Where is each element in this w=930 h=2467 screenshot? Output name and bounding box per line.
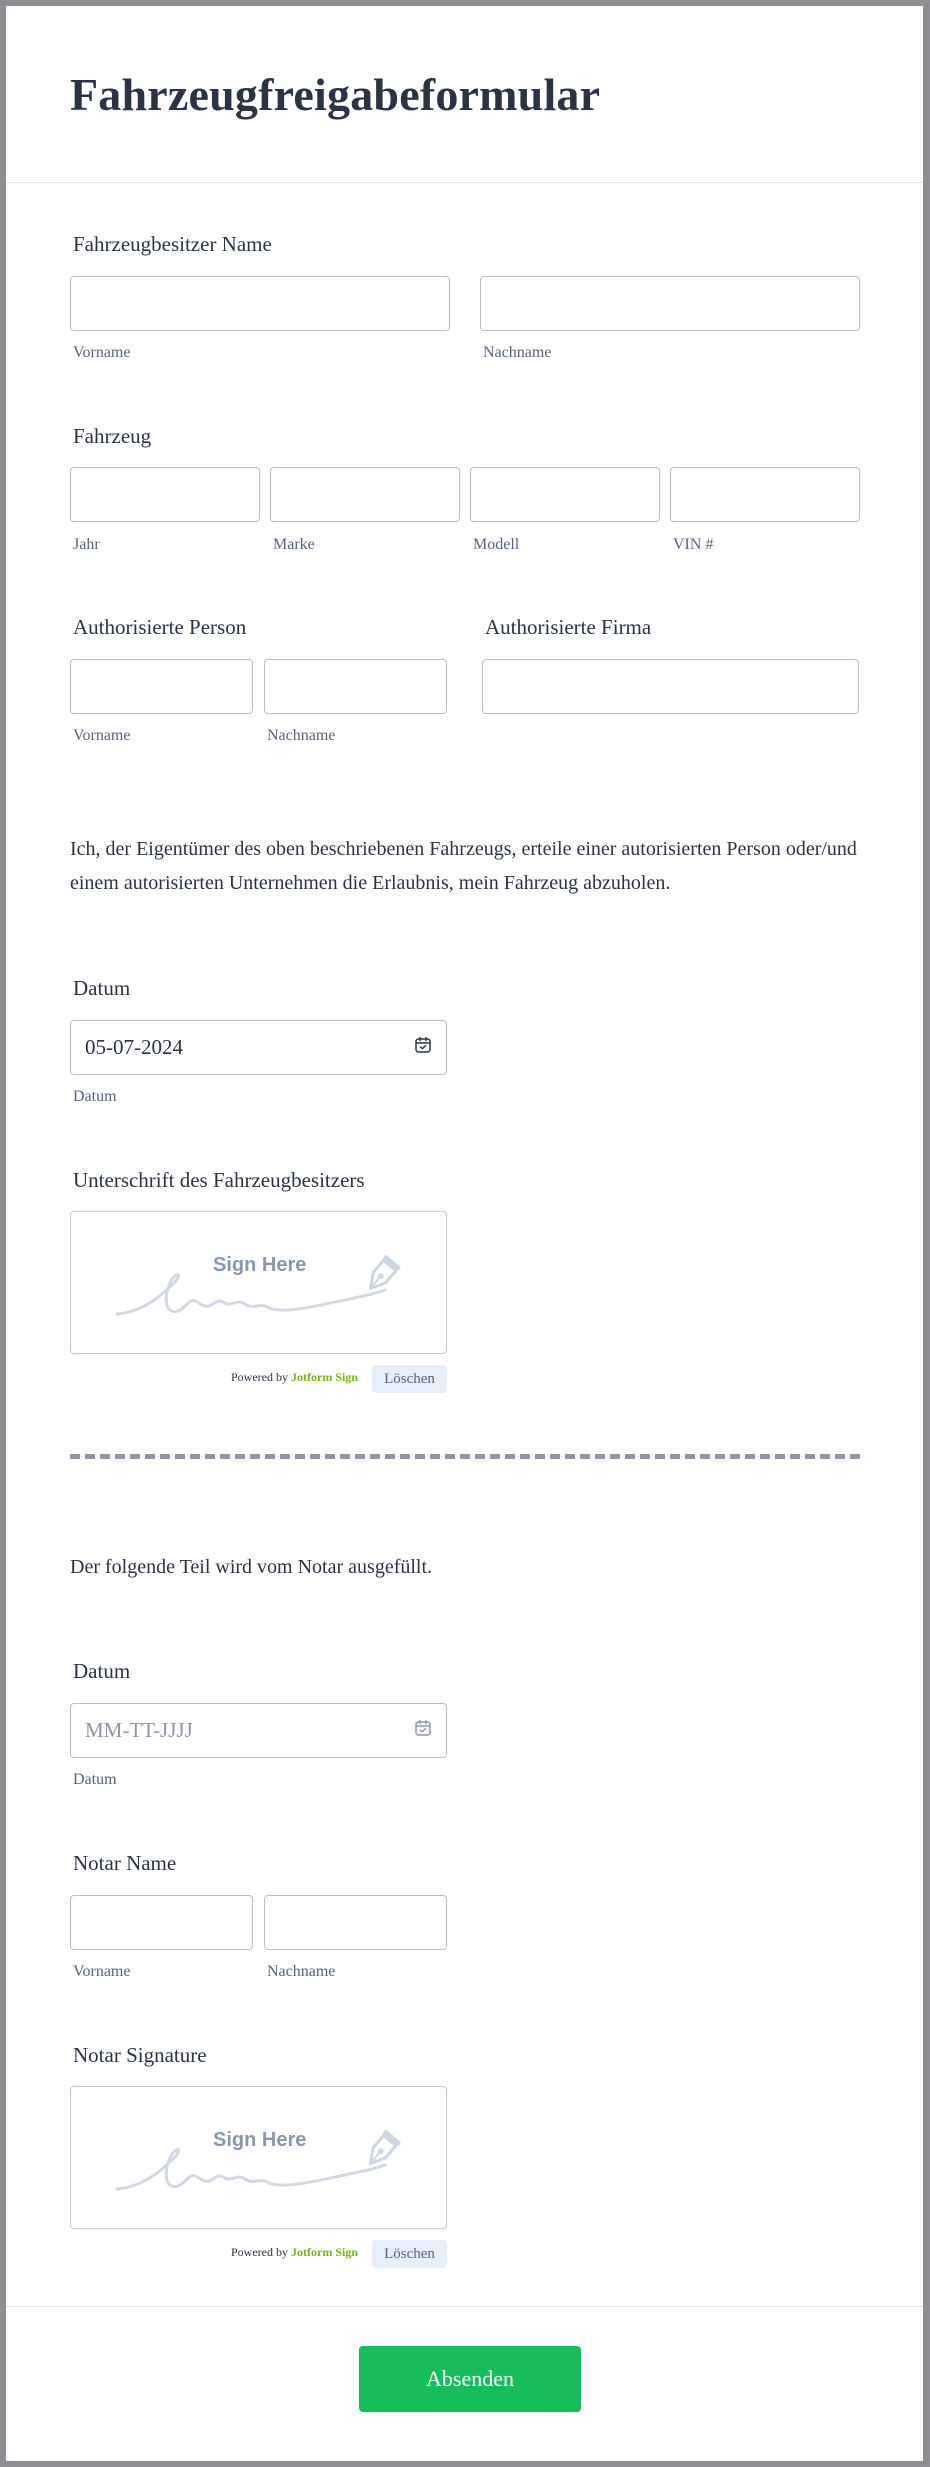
vehicle-year-input[interactable] [70, 467, 260, 522]
date-sublabel: Datum [73, 1088, 117, 1105]
date-input[interactable] [70, 1020, 447, 1075]
date-value: 05-07-2024 [85, 1035, 183, 1059]
sign-here-text: Sign Here [213, 1254, 307, 1276]
owner-first-name-sublabel: Vorname [73, 344, 131, 361]
form-card [6, 6, 923, 2461]
calendar-icon[interactable] [414, 1036, 432, 1059]
notary-last-name-input[interactable] [264, 1895, 447, 1950]
authorized-person-last-input[interactable] [264, 659, 447, 714]
owner-signature-clear-button[interactable]: Löschen [372, 1365, 447, 1393]
authorized-company-input[interactable] [482, 659, 859, 714]
footer-divider [6, 2306, 923, 2307]
owner-last-name-input[interactable] [480, 276, 860, 331]
notary-note: Der folgende Teil wird vom Notar ausgefüllt. [70, 1556, 433, 1578]
powered-by-prefix: Powered by [231, 1370, 288, 1384]
authorized-person-first-input[interactable] [70, 659, 253, 714]
calendar-icon[interactable] [414, 1719, 432, 1742]
owner-signature-pad[interactable] [70, 1211, 447, 1354]
jotform-sign-brand: Jotform Sign [291, 1370, 358, 1384]
owner-first-name-input[interactable] [70, 276, 450, 331]
notary-name-label: Notar Name [73, 1851, 177, 1875]
notary-signature-pad[interactable] [70, 2086, 447, 2229]
powered-by-jotform [231, 1370, 358, 1385]
owner-last-name-sublabel: Nachname [483, 344, 552, 361]
authorized-person-last-sublabel: Nachname [267, 727, 336, 744]
form-title: Fahrzeugfreigabeformular [70, 69, 601, 120]
notary-first-name-sublabel: Vorname [73, 1963, 131, 1980]
powered-by-jotform [231, 2245, 358, 2260]
submit-button[interactable]: Absenden [359, 2346, 581, 2412]
pen-nib-icon [357, 1254, 403, 1300]
vehicle-model-input[interactable] [470, 467, 660, 522]
authorized-person-first-sublabel: Vorname [73, 727, 131, 744]
authorized-company-label: Authorisierte Firma [485, 615, 652, 639]
section-separator [70, 1454, 860, 1459]
powered-by-prefix: Powered by [231, 2245, 288, 2259]
sign-here-text: Sign Here [213, 2129, 307, 2151]
vehicle-label: Fahrzeug [73, 424, 152, 448]
pen-nib-icon [357, 2129, 403, 2175]
notary-date-label: Datum [73, 1659, 131, 1683]
header-divider [6, 182, 923, 183]
vehicle-make-sublabel: Marke [273, 536, 315, 553]
vehicle-vin-sublabel: VIN # [673, 536, 714, 553]
vehicle-vin-input[interactable] [670, 467, 860, 522]
jotform-sign-brand: Jotform Sign [291, 2245, 358, 2259]
authorized-person-label: Authorisierte Person [73, 615, 247, 639]
notary-date-input[interactable] [70, 1703, 447, 1758]
notary-last-name-sublabel: Nachname [267, 1963, 336, 1980]
vehicle-model-sublabel: Modell [473, 536, 520, 553]
notary-signature-label: Notar Signature [73, 2043, 207, 2067]
owner-name-label: Fahrzeugbesitzer Name [73, 232, 272, 256]
notary-first-name-input[interactable] [70, 1895, 253, 1950]
owner-signature-label: Unterschrift des Fahrzeugbesitzers [73, 1168, 365, 1192]
notary-date-placeholder: MM-TT-JJJJ [85, 1718, 193, 1742]
vehicle-year-sublabel: Jahr [73, 536, 100, 553]
authorization-statement: Ich, der Eigentümer des oben beschriebenen Fahrzeugs, erteile einer autorisierten Person oder/und einem autorisierten Unternehmen die Erlaubnis, mein Fahrzeug abzuholen. [70, 838, 857, 894]
notary-date-sublabel: Datum [73, 1771, 117, 1788]
notary-signature-clear-button[interactable]: Löschen [372, 2240, 447, 2268]
date-label: Datum [73, 976, 131, 1000]
vehicle-make-input[interactable] [270, 467, 460, 522]
